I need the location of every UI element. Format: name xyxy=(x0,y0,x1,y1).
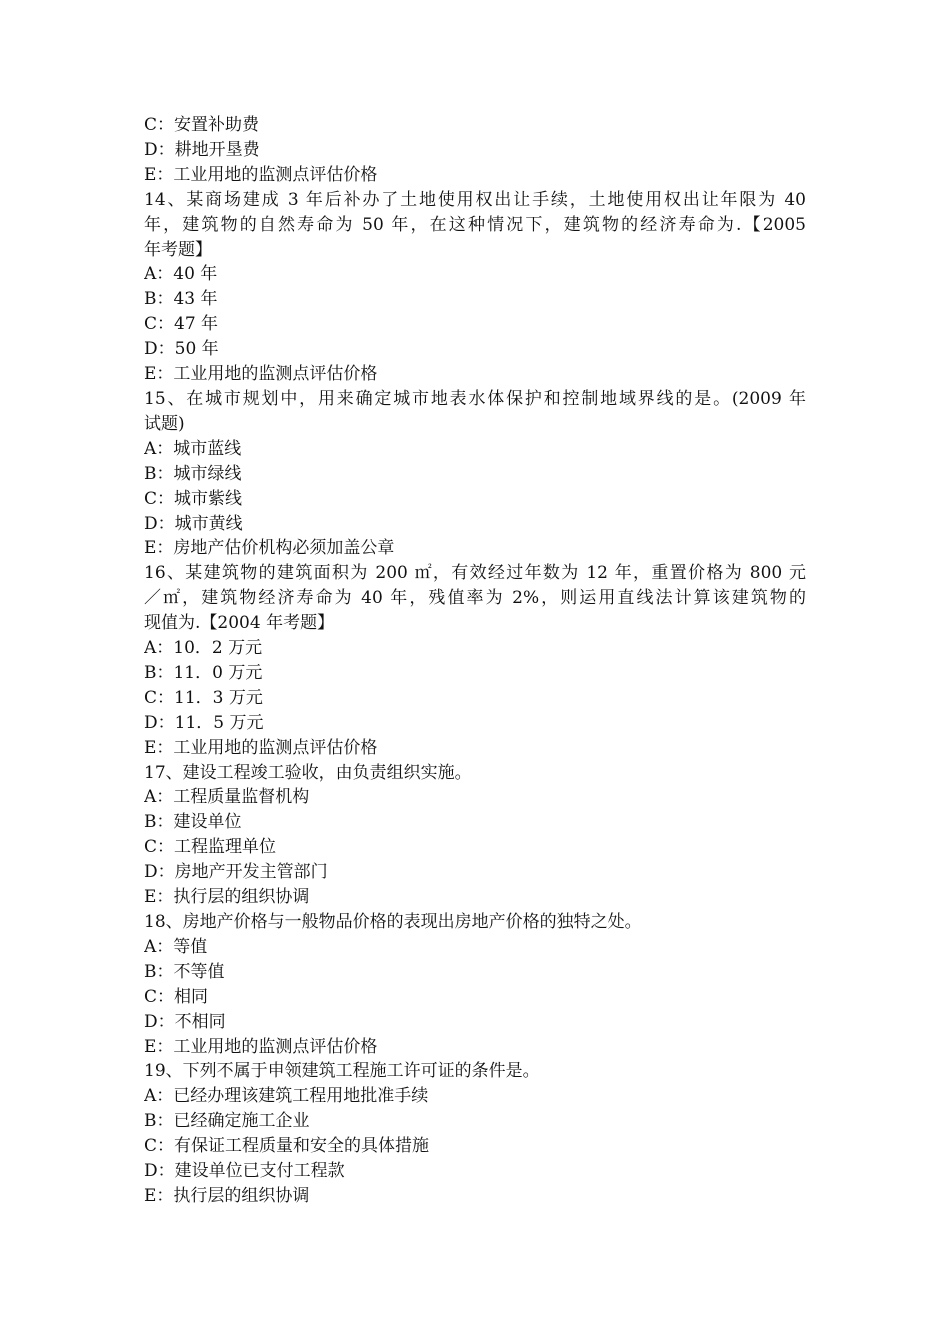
text-line: D：城市黄线 xyxy=(144,513,243,534)
text-line: E：工业用地的监测点评估价格 xyxy=(144,164,378,185)
text-line: B：11．0 万元 xyxy=(144,662,263,683)
text-line: A：10．2 万元 xyxy=(144,638,263,659)
text-line: A：40 年 xyxy=(144,264,218,285)
text-line: D：建设单位已支付工程款 xyxy=(144,1161,345,1182)
text-line: B：已经确定施工企业 xyxy=(144,1111,310,1132)
text-line: C：安置补助费 xyxy=(144,115,260,135)
text-line: 17、建设工程竣工验收，由负责组织实施。 xyxy=(144,762,472,783)
text-line: D：耕地开垦费 xyxy=(144,139,260,160)
document-page xyxy=(144,113,806,1209)
text-line: C：有保证工程质量和安全的具体措施 xyxy=(144,1136,430,1157)
text-line: C：相同 xyxy=(144,986,209,1007)
text-line: D：不相同 xyxy=(144,1011,226,1032)
text-line: A：等值 xyxy=(144,936,208,957)
text-line: E：房地产估价机构必须加盖公章 xyxy=(144,538,395,559)
text-line: C：工程监理单位 xyxy=(144,837,277,858)
text-line: C：11．3 万元 xyxy=(144,687,263,708)
text-line: B：建设单位 xyxy=(144,812,242,833)
text-line: A：工程质量监督机构 xyxy=(144,787,310,808)
text-line: 年考题】 xyxy=(144,239,212,260)
text-line: 15、在城市规划中，用来确定城市地表水体保护和控制地域界线的是。(2009 年 xyxy=(144,388,806,409)
text-line: 年，建筑物的自然寿命为 50 年，在这种情况下，建筑物的经济寿命为.【2005 xyxy=(144,214,806,235)
text-line: B：城市绿线 xyxy=(144,463,242,484)
text-line: 16、某建筑物的建筑面积为 200 ㎡，有效经过年数为 12 年，重置价格为 800 元 xyxy=(144,563,806,584)
text-line: D：50 年 xyxy=(144,339,219,360)
text-line: A：已经办理该建筑工程用地批准手续 xyxy=(144,1086,429,1107)
text-line: 试题) xyxy=(144,413,185,434)
text-line: E：工业用地的监测点评估价格 xyxy=(144,1036,378,1057)
text-line: 18、房地产价格与一般物品价格的表现出房地产价格的独特之处。 xyxy=(144,912,642,932)
text-line: 14、某商场建成 3 年后补办了土地使用权出让手续，土地使用权出让年限为 40 xyxy=(144,189,806,210)
text-line: E：执行层的组织协调 xyxy=(144,887,310,908)
text-line: E：执行层的组织协调 xyxy=(144,1185,310,1206)
text-line: 19、下列不属于申领建筑工程施工许可证的条件是。 xyxy=(144,1061,540,1082)
text-line: B：不等值 xyxy=(144,961,225,982)
text-line: B：43 年 xyxy=(144,289,218,310)
text-line: D：房地产开发主管部门 xyxy=(144,862,328,883)
text-line: D：11．5 万元 xyxy=(144,712,264,733)
text-line: C：47 年 xyxy=(144,314,219,335)
text-line: 现值为.【2004 年考题】 xyxy=(144,613,335,634)
text-line: E：工业用地的监测点评估价格 xyxy=(144,737,378,758)
text-line: C：城市紫线 xyxy=(144,488,243,509)
text-line: E：工业用地的监测点评估价格 xyxy=(144,364,378,385)
text-line: ／㎡，建筑物经济寿命为 40 年，残值率为 2%，则运用直线法计算该建筑物的 xyxy=(144,588,806,609)
text-line: A：城市蓝线 xyxy=(144,438,242,459)
